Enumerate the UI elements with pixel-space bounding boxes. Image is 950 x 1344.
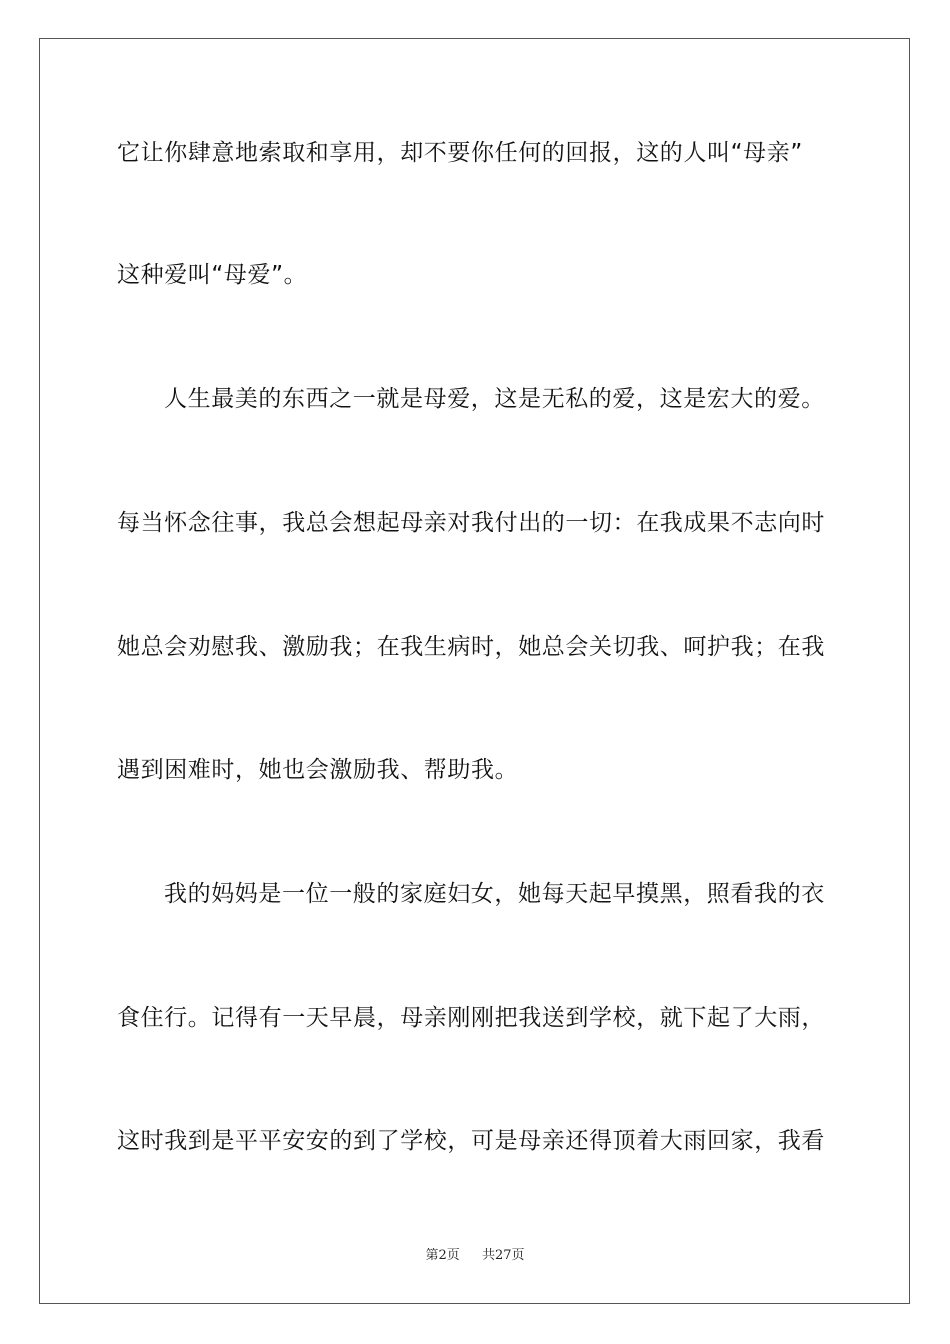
text-line-2: 这种爱叫“母爱”。 (117, 262, 308, 288)
page-number: 第2页 (425, 1248, 460, 1263)
page-total: 共27页 (482, 1248, 525, 1263)
text-line-4: 每当怀念往事，我总会想起母亲对我付出的一切：在我成果不志向时 (117, 510, 825, 536)
page-frame (39, 38, 910, 1304)
text-line-9: 这时我到是平平安安的到了学校，可是母亲还得顶着大雨回家，我看 (117, 1128, 825, 1154)
text-line-3: 人生最美的东西之一就是母爱，这是无私的爱，这是宏大的爱。 (164, 386, 825, 412)
text-line-5: 她总会劝慰我、激励我；在我生病时，她总会关切我、呵护我；在我 (117, 634, 825, 660)
text-line-1: 它让你肆意地索取和享用，却不要你任何的回报，这的人叫“母亲” (117, 140, 803, 166)
text-line-6: 遇到困难时，她也会激励我、帮助我。 (117, 757, 519, 783)
text-line-8: 食住行。记得有一天早晨，母亲刚刚把我送到学校，就下起了大雨， (117, 1005, 825, 1031)
page-footer (0, 1247, 950, 1265)
text-line-7: 我的妈妈是一位一般的家庭妇女，她每天起早摸黑，照看我的衣 (164, 881, 825, 907)
